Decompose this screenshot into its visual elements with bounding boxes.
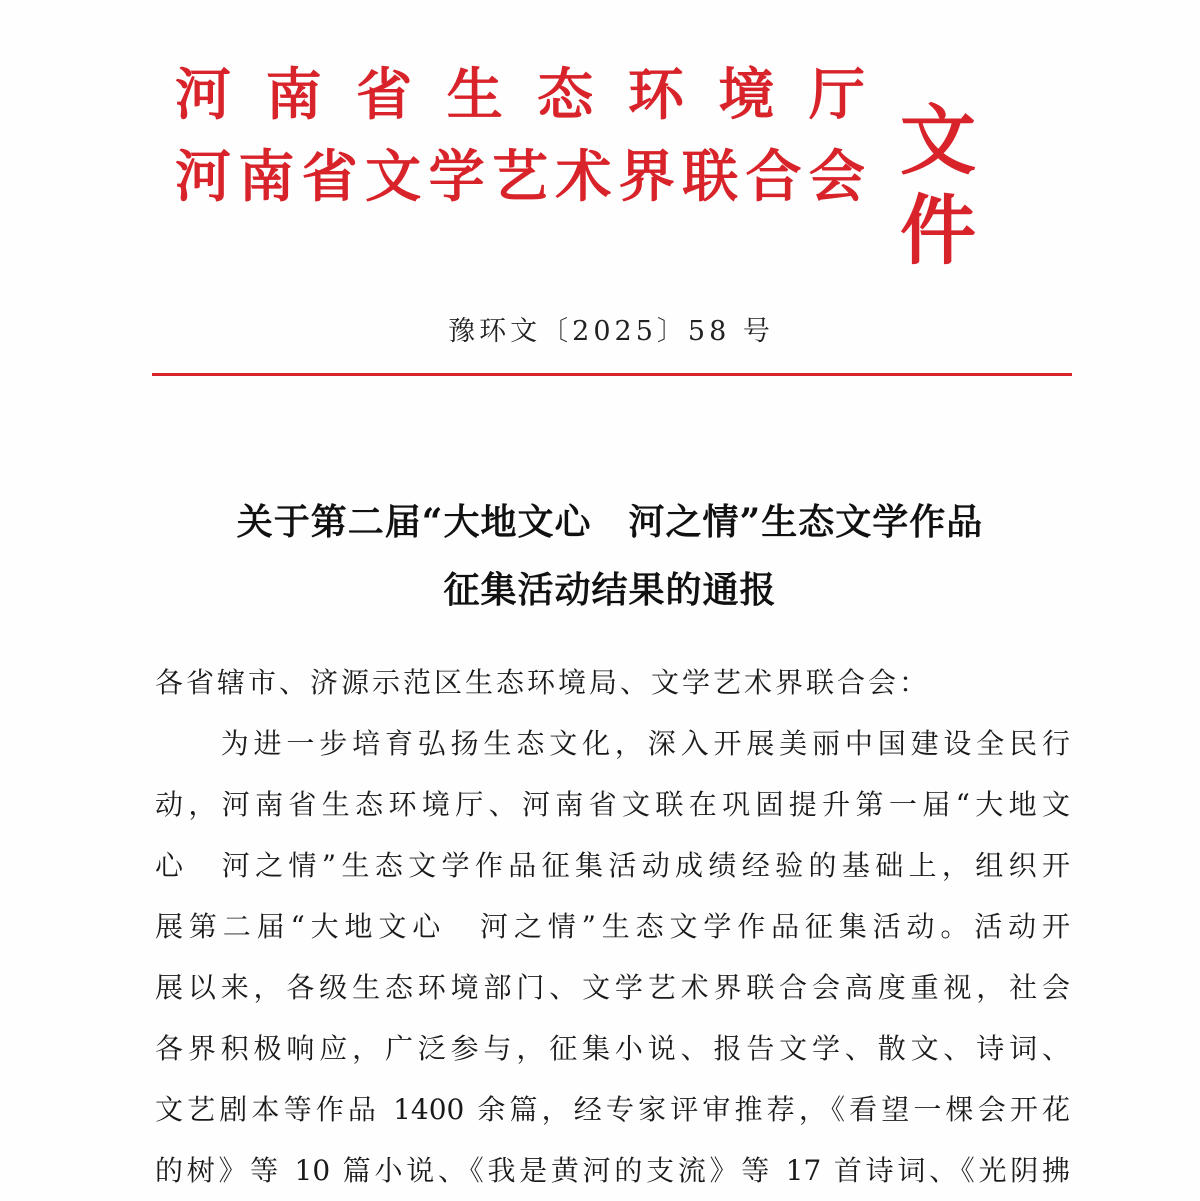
document-type-label: 文件 [900,96,978,275]
issuer-char: 厅 [808,62,865,128]
salutation: 各省辖市、济源示范区生态环境局、文学艺术界联合会： [155,666,931,699]
issuer-char: 省 [356,62,413,128]
issuer-char: 文 [365,144,422,210]
title-line-1: 关于第二届“大地文心 河之情”生态文学作品 [236,501,984,543]
title-line-2: 征集活动结果的通报 [443,569,777,611]
issuer-char: 境 [718,62,775,128]
issuer-char: 联 [682,144,739,210]
body-line: 动，河南省生态环境厅、河南省文联在巩固提升第一届“大地文 [155,788,1070,821]
issuer-header [175,58,1055,275]
issuer-char: 态 [537,62,594,128]
body-line: 文艺剧本等作品 1400 余篇，经专家评审推荐，《看望一棵会开花 [155,1093,1070,1126]
issuer-char: 学 [428,144,485,210]
issuer-char: 河 [175,144,231,210]
issuer-char: 界 [618,144,675,210]
document-number: 豫环文〔2025〕58 号 [448,316,774,347]
document-body [155,652,1070,1201]
body-line: 展以来，各级生态环境部门、文学艺术界联合会高度重视，社会 [155,971,1070,1004]
issuer-char: 会 [808,144,865,210]
issuer-char: 环 [627,62,684,128]
document-title [140,488,1080,624]
issuer-char: 南 [238,144,295,210]
issuer-line-arts-federation [175,142,865,212]
red-divider [152,373,1072,376]
issuer-char: 合 [745,144,802,210]
body-line: 为进一步培育弘扬生态文化，深入开展美丽中国建设全民行 [155,727,1070,760]
issuer-char: 河 [175,62,231,128]
issuer-char: 艺 [491,144,548,210]
body-line: 的树》等 10 篇小说、《我是黄河的支流》等 17 首诗词、《光阴拂 [155,1154,1070,1187]
body-line: 各界积极响应，广泛参与，征集小说、报告文学、散文、诗词、 [155,1032,1070,1065]
issuer-char: 南 [265,62,322,128]
issuer-line-ecology-dept [175,60,865,130]
body-line: 心 河之情”生态文学作品征集活动成绩经验的基础上，组织开 [155,849,1070,882]
issuer-char: 术 [555,144,612,210]
issuer-char: 省 [301,144,358,210]
issuer-char: 生 [446,62,503,128]
body-line: 展第二届“大地文心 河之情”生态文学作品征集活动。活动开 [155,910,1070,943]
